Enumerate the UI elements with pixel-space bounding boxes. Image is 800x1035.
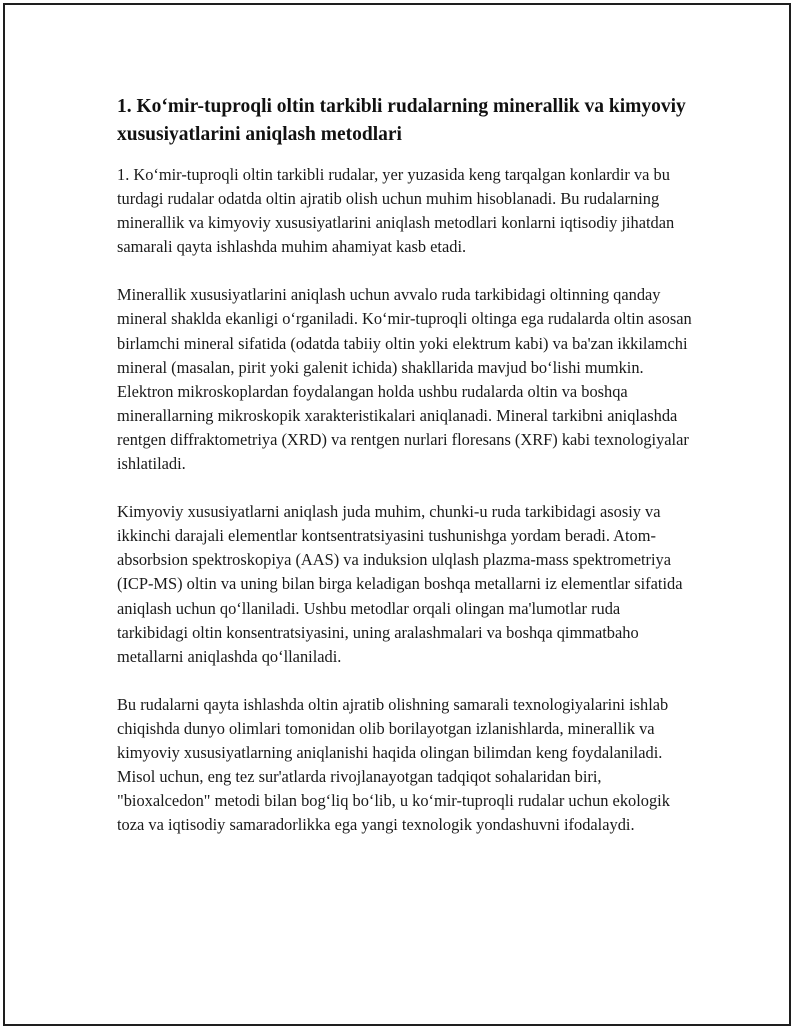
paragraph-processing-research: Bu rudalarni qayta ishlashda oltin ajratib olishning samarali texnologiyalarini ishlab chiqishda dunyo olimlari tomonidan olib borilayotgan izlanishlarda, minerallik va kimyoviy xususiyatlarning aniqlanishi haqida olingan bilimdan keng foydalaniladi. Misol uchun, eng tez sur'atlarda rivojlanayotgan tadqiqot sohalaridan biri, "bioxalcedon" metodi bilan bog‘liq bo‘lib, u ko‘mir-tuproqli rudalar uchun ekologik toza va iqtisodiy samaradorlikka ega yangi texnologik yondashuvni ifodalaydi. bbox=[117, 694, 670, 835]
document-body bbox=[117, 93, 692, 861]
paragraph-intro: 1. Ko‘mir-tuproqli oltin tarkibli rudalar, yer yuzasida keng tarqalgan konlardir va bu turdagi rudalar odatda oltin ajratib olish uchun muhim hisoblanadi. Bu rudalarning minerallik va kimyoviy xususiyatlarini aniqlash metodlari konlarni iqtisodiy jihatdan samarali qayta ishlashda muhim ahamiyat kasb etadi. bbox=[117, 165, 675, 257]
paragraph-mineral-properties: Minerallik xususiyatlarini aniqlash uchun avvalo ruda tarkibidagi oltinning qanday mineral shaklda ekanligi o‘rganiladi. Ko‘mir-tuproqli oltinga ega rudalarda oltin asosan birlamchi mineral sifatida (odatda tabiiy oltin yoki elektrum kabi) va ba'zan ikkilamchi mineral (masalan, pirit yoki galenit ichida) shakllarida mavjud bo‘lishi mumkin. Elektron mikroskoplardan foydalangan holda ushbu rudalarda oltin va boshqa minerallarning mikroskopik xarakteristikalari aniqlanadi. Mineral tarkibni aniqlashda rentgen diffraktometriya (XRD) va rentgen nurlari floresans (XRF) kabi texnologiyalar ishlatiladi. bbox=[117, 285, 692, 474]
section-heading: 1. Ko‘mir-tuproqli oltin tarkibli rudalarning minerallik va kimyoviy xususiyatlarini aniqlash metodlari bbox=[117, 96, 686, 145]
paragraph-chemical-properties: Kimyoviy xususiyatlarni aniqlash juda muhim, chunki-u ruda tarkibidagi asosiy va ikkinchi darajali elementlar kontsentratsiyasini tushunishga yordam beradi. Atom-absorbsion spektroskopiya (AAS) va induksion ulqlash plazma-mass spektrometriya (ICP-MS) oltin va uning bilan birga keladigan boshqa metallarni iz elementlar sifatida aniqlash uchun qo‘llaniladi. Ushbu metodlar orqali olingan ma'lumotlar ruda tarkibidagi oltin konsentratsiyasini, uning aralashmalari va boshqa qimmatbaho metallarni aniqlashda qo‘llaniladi. bbox=[117, 502, 683, 666]
